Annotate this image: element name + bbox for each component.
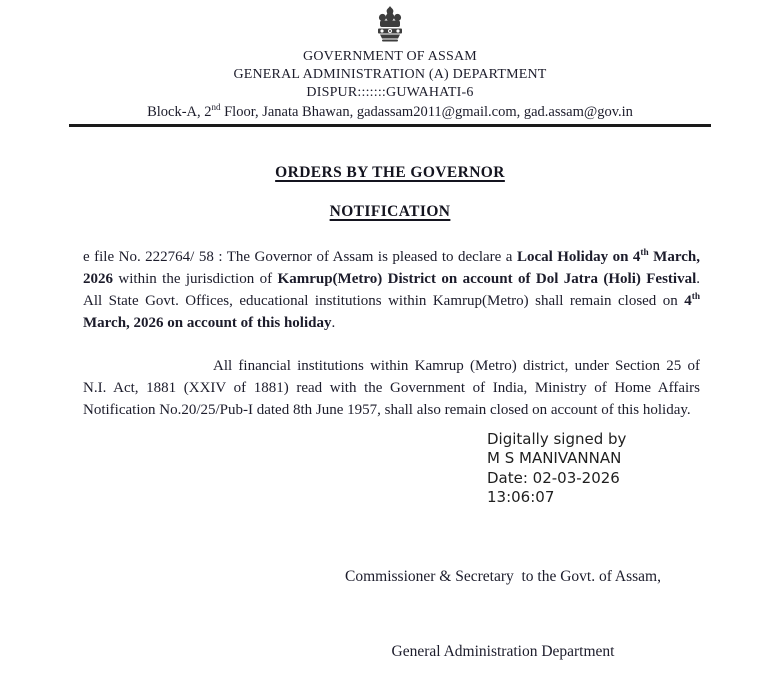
department-name: GENERAL ADMINISTRATION (A) DEPARTMENT [233, 67, 547, 82]
designation-line-1: Commissioner & Secretary to the Govt. of Assam, [345, 568, 661, 586]
org-name: GOVERNMENT OF ASSAM [303, 49, 477, 64]
notification-paragraph-2: All financial institutions within Kamrup (Metro) district, under Section 25 of N.I. Act, 1881 (XXIV of 1881) read with the Government of India, Ministry of Home Affairs Notification No.20/25/Pub-I dated 8th June 1957, shall also remain closed on account of this holiday. [83, 358, 700, 418]
stamp-time: 13:06:07 [487, 487, 555, 506]
letterhead [0, 0, 780, 127]
stamp-signer-name: M S MANIVANNAN [487, 449, 622, 468]
stamp-line-1: Digitally signed by [487, 430, 627, 448]
notification-paragraph-1: e file No. 222764/ 58 : The Governor of Assam is pleased to declare a Local Holiday on 4th March, 2026 within the jurisdiction of Kamrup(Metro) District on account of Dol Jatra (Holi) Festival. All State Govt. Offices, educational institutions within Kamrup(Metro) shall remain closed on 4th March, 2026 on account of this holiday. [83, 248, 701, 331]
signatory-designation [300, 514, 706, 689]
digital-signature-stamp [487, 430, 780, 507]
address-line: Block-A, 2nd Floor, Janata Bhawan, gadassam2011@gmail.com, gad.assam@gov.in [147, 102, 633, 120]
header-divider [69, 124, 711, 127]
orders-title: ORDERS BY THE GOVERNOR [275, 164, 505, 181]
notification-title: NOTIFICATION [329, 203, 451, 220]
stamp-date: Date: 02-03-2026 [487, 468, 620, 487]
designation-line-2: General Administration Department [391, 643, 615, 661]
ashoka-lion-capital-emblem-icon [373, 5, 407, 43]
place-line: DISPUR:::::::GUWAHATI-6 [306, 85, 474, 100]
